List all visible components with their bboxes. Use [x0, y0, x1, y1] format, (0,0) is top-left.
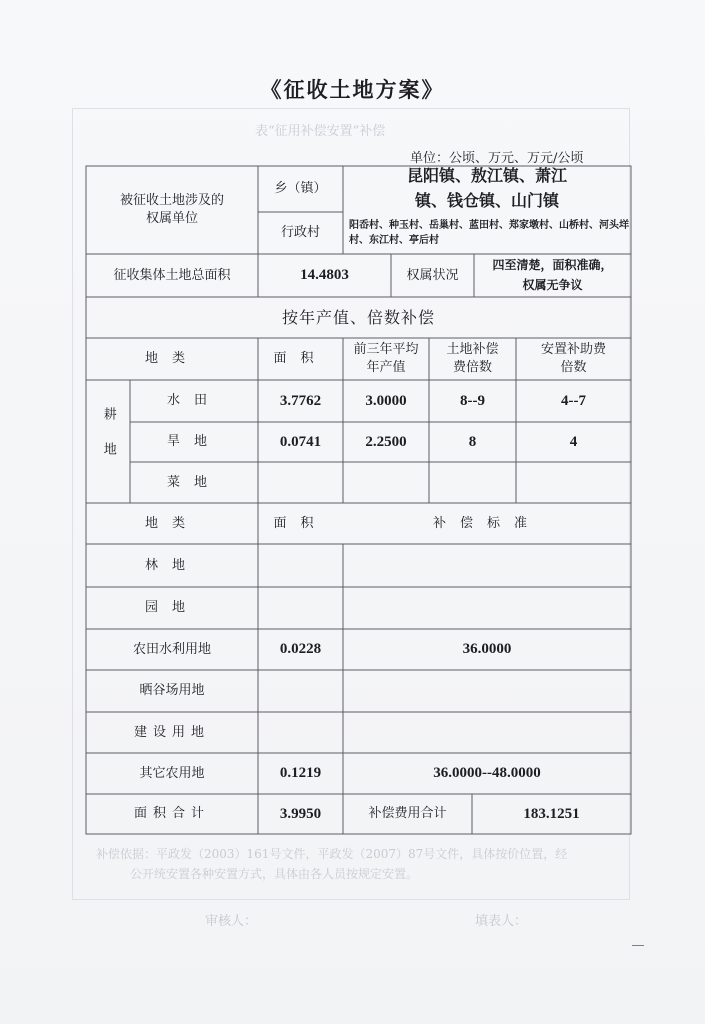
section1-header-category: 地类 [144, 351, 199, 367]
section1-title: 按年产值、倍数补偿 [281, 307, 435, 327]
paddy-field-resettle: 4--7 [561, 392, 586, 409]
irrigation-land-standard: 36.0000 [462, 641, 512, 658]
village-names: 阳岙村、种玉村、岳巢村、蓝田村、郑家墩村、山桥村、河头垟村、东江村、亭后村 [349, 219, 629, 246]
paddy-field-label: 水田 [166, 393, 221, 409]
other-farmland-label: 其它农用地 [139, 765, 205, 781]
garden-land-label: 园地 [144, 600, 199, 616]
total-area-label: 征收集体土地总面积 [113, 267, 231, 283]
section1-header-area: 面积 [273, 351, 328, 367]
dry-land-area: 0.0741 [279, 433, 322, 450]
total-area-sum-value: 3.9950 [279, 805, 322, 822]
owner-label: 被征收土地涉及的权属单位 [119, 193, 224, 226]
rights-value: 四至清楚，面积准确，权属无争议 [492, 258, 613, 292]
section2-header-area: 面积 [273, 515, 328, 531]
other-farmland-area: 0.1219 [279, 765, 322, 782]
section2-header-category: 地类 [144, 515, 199, 531]
rights-label: 权属状况 [406, 267, 459, 283]
paddy-field-area: 3.7762 [279, 392, 322, 409]
cultivated-land-label: 耕地 [100, 406, 116, 477]
filler-signature: 填表人： [475, 914, 528, 929]
irrigation-land-area: 0.0228 [279, 641, 322, 658]
village-label: 行政村 [280, 225, 320, 241]
total-area-value: 14.4803 [300, 267, 349, 284]
unit-note: 单位：公顷、万元、万元/公顷 [410, 151, 584, 166]
township-label: 乡（镇） [274, 181, 327, 197]
document-title: 《征收土地方案》 [260, 77, 445, 102]
construction-land-label: 建设用地 [133, 724, 210, 740]
other-farmland-standard: 36.0000--48.0000 [433, 765, 541, 782]
show-through-text: 公开统安置各种安置方式，具体由各人员按规定安置。 [130, 867, 419, 881]
pen-mark [632, 945, 644, 946]
dry-land-avg-value: 2.2500 [365, 433, 407, 450]
total-area-sum-label: 面积合计 [133, 806, 210, 822]
section1-header-resettle: 安置补助费倍数 [540, 342, 606, 375]
total-fee-label: 补偿费用合计 [368, 806, 447, 822]
drying-yard-label: 晒谷场用地 [139, 683, 205, 699]
township-names: 昆阳镇、敖江镇、萧江镇、钱仓镇、山门镇 [406, 166, 567, 210]
dry-land-land-comp: 8 [468, 433, 477, 450]
reviewer-signature: 审核人： [205, 914, 258, 929]
irrigation-land-label: 农田水利用地 [132, 641, 211, 657]
section2-header-standard: 补偿标准 [432, 515, 541, 531]
dry-land-resettle: 4 [569, 433, 578, 450]
dry-land-label: 旱地 [166, 434, 221, 450]
total-fee-value: 183.1251 [523, 805, 580, 822]
vegetable-land-label: 菜地 [166, 474, 221, 490]
paddy-field-land-comp: 8--9 [460, 392, 485, 409]
section1-header-land-comp: 土地补偿费倍数 [446, 342, 499, 375]
show-through-text: 补偿依据：平政发（2003）161号文件，平政发（2007）87号文件，具体按价位置，经 [96, 847, 568, 861]
forest-land-label: 林地 [144, 557, 199, 573]
section1-header-avg-value: 前三年平均年产值 [353, 342, 419, 375]
show-through-text: 表“征用补偿安置”补偿 [255, 124, 386, 139]
paddy-field-avg-value: 3.0000 [365, 392, 407, 409]
